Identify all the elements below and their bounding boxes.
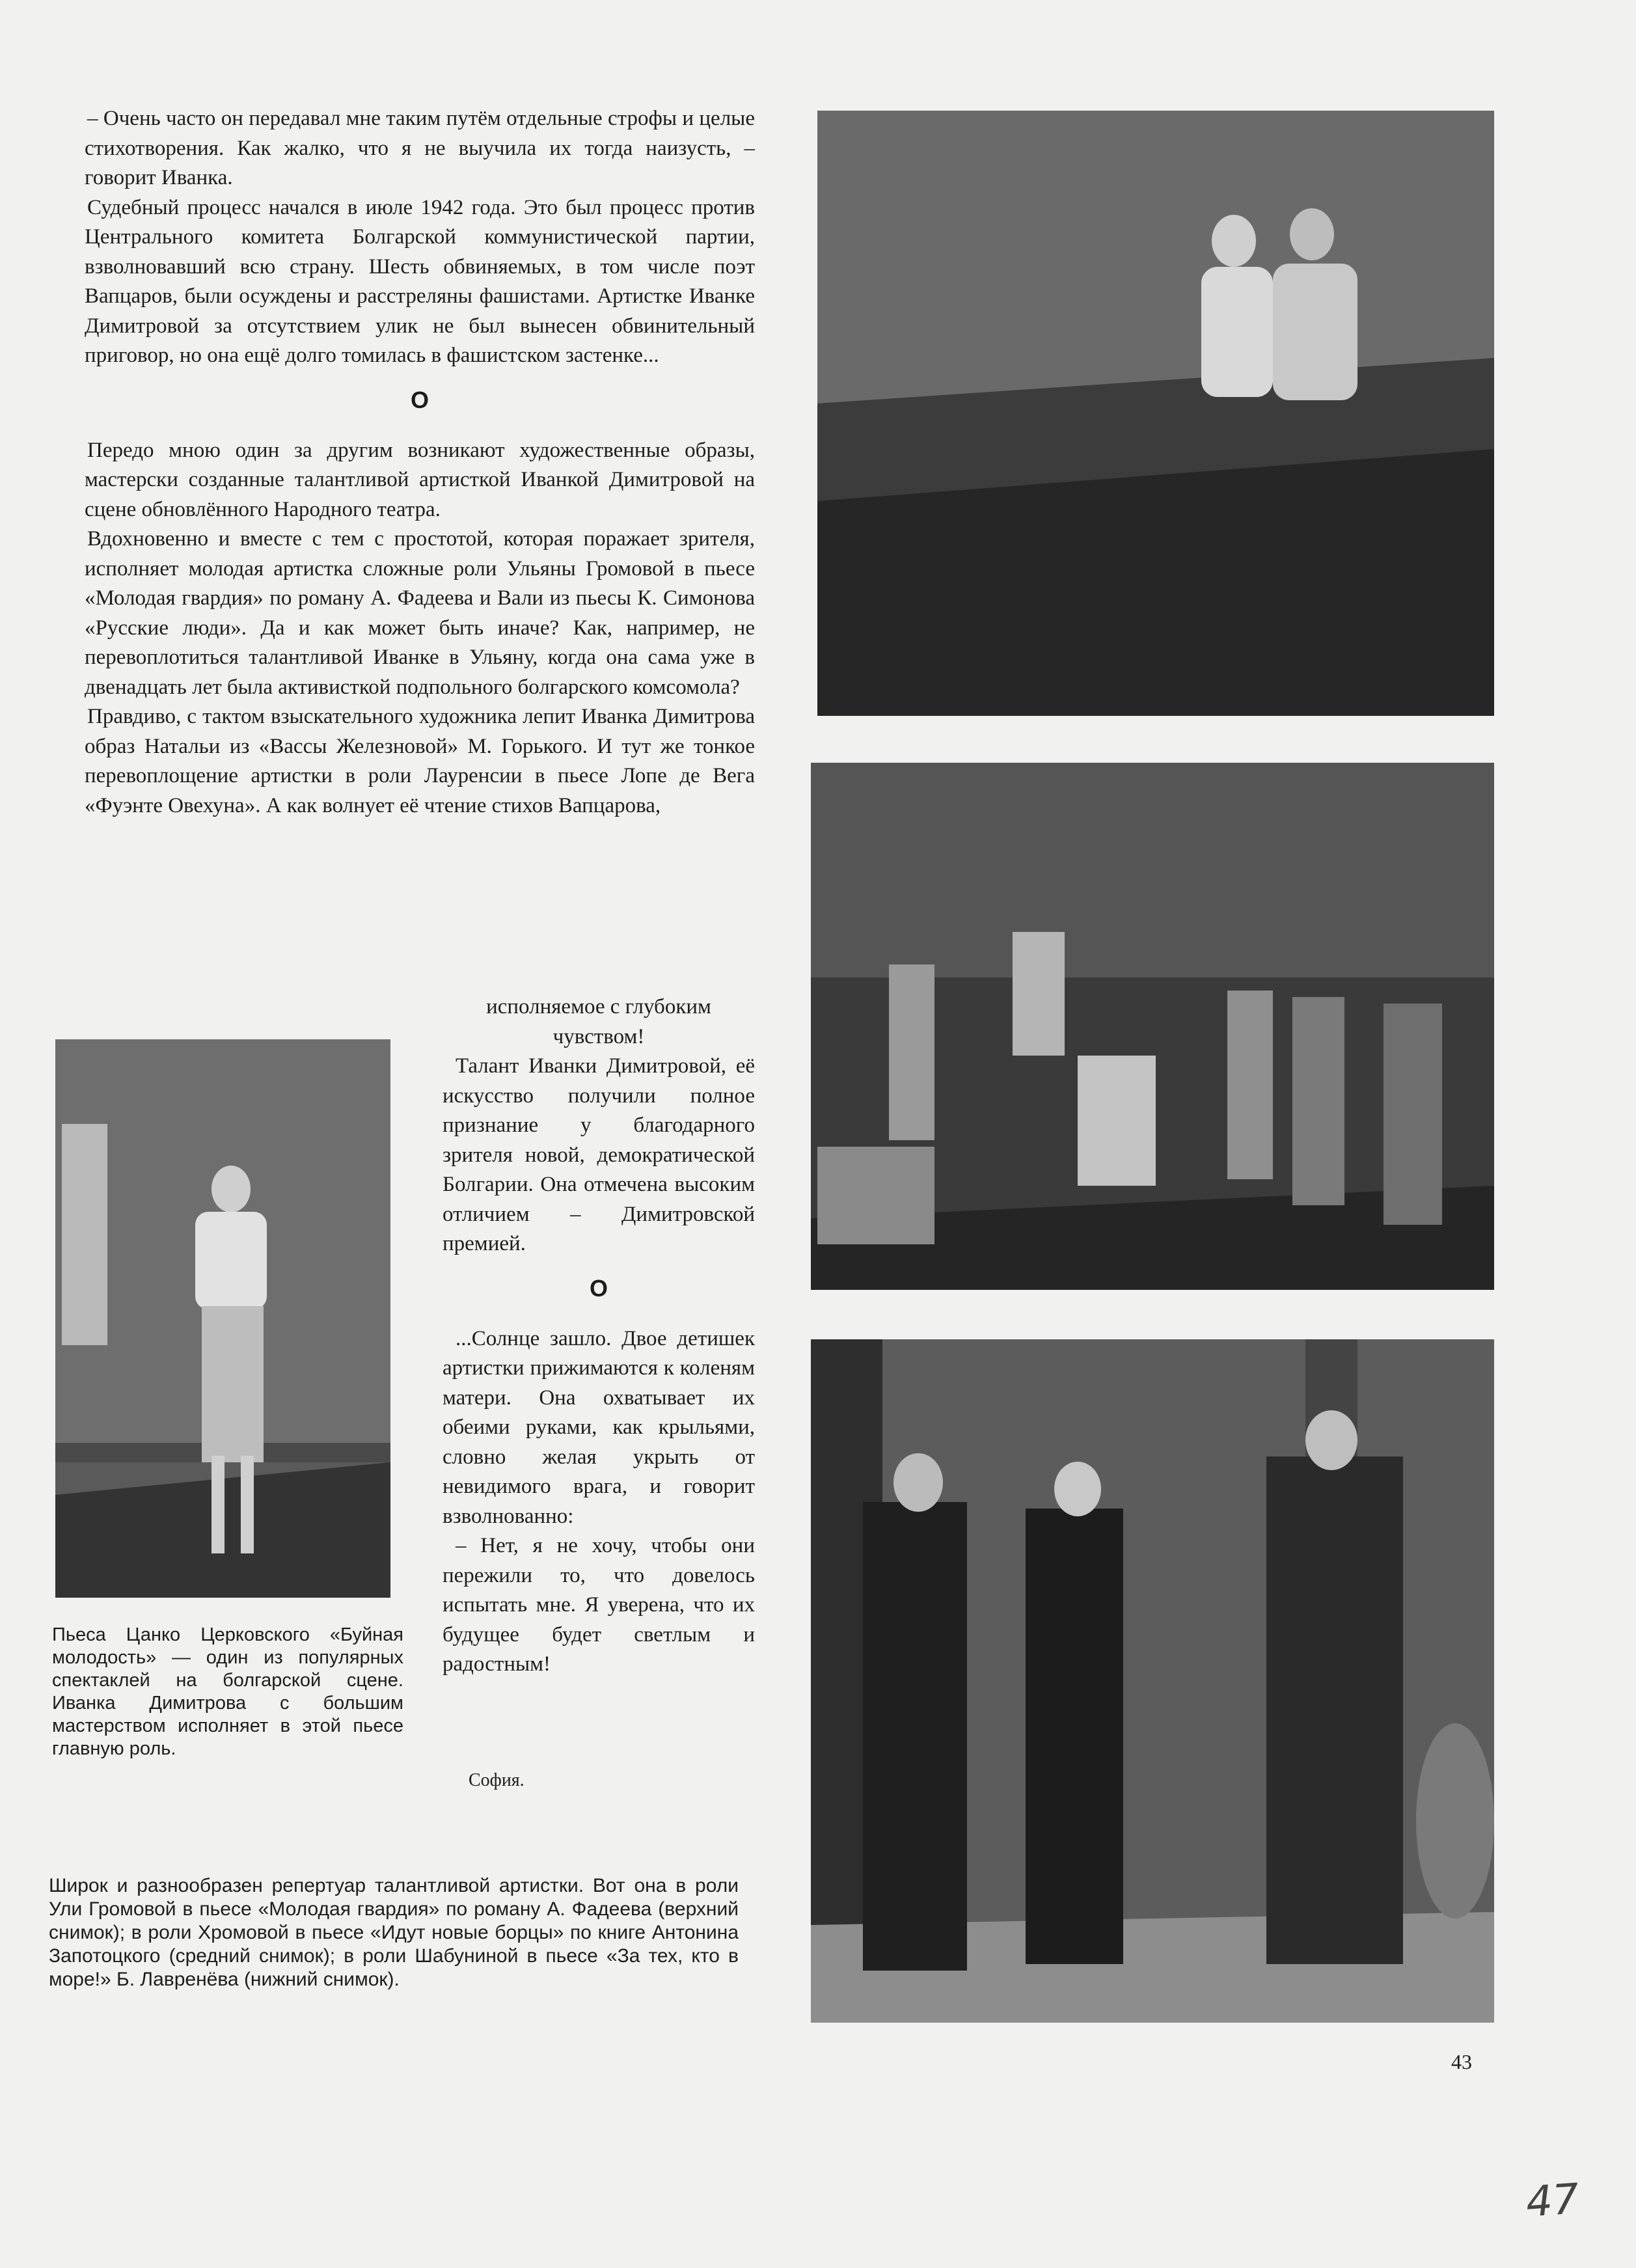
caption-small-photo: Пьеса Цанко Церковского «Буйная молодость» — один из популярных спектаклей на болгарской сцене. Иванка Димитрова с большим мастерством исполняет в этой пьесе главную роль. <box>52 1624 403 1759</box>
article-paragraph: – Очень часто он передавал мне таким путём отдельные строфы и целые стихотворения. Как жалко, что я не выучила их тогда наизусть, – говорит Иванка. <box>85 107 755 189</box>
article-paragraph: Правдиво, с тактом взыскательного художника лепит Иванка Димитрова образ Натальи из «Вассы Железновой» М. Горького. И тут же тонкое перевоплощение артистки в роли Лауренсии в пьесе Лопе де Вега «Фуэнте Овехуна». А как волнует её чтение стихов Вапцарова, <box>85 705 755 817</box>
photo-idut-novye-bortsy <box>811 763 1494 1290</box>
article-signature: София. <box>469 1770 525 1790</box>
article-paragraph: Судебный процесс начался в июле 1942 года. Это был процесс против Центрального комитета Болгарской коммунистической партии, взволновавший всю страну. Шесть обвиняемых, в том числе поэт Вапцаров, были осуждены и расстреляны фашистами. Артистке Иванке Димитровой за отсутствием улик не был вынесен обвинительный приговор, но она ещё долго томилась в фашистском застенке... <box>85 195 755 367</box>
article-paragraph: исполняемое с глубоким чувством! <box>486 995 711 1048</box>
section-divider: О <box>410 386 429 413</box>
photo-molodaya-gvardiya <box>817 111 1494 716</box>
photo-za-tekh-kto-v-more <box>811 1339 1494 2023</box>
article-paragraph: Талант Иванки Димитровой, её искусство получили полное признание у благодарного зрителя новой, демократической Болгарии. Она отмечена высоким отличием – Димитровской премией. <box>443 1054 755 1255</box>
article-wrap-column <box>443 992 755 1680</box>
article-paragraph: – Нет, я не хочу, чтобы они пережили то, что довелось испытать мне. Я уверена, что их будущее будет светлым и радостным! <box>443 1534 755 1676</box>
article-paragraph: Передо мною один за другим возникают художественные образы, мастерски созданные талантливой артисткой Иванкой Димитровой на сцене обновлённого Народного театра. <box>85 438 755 521</box>
section-divider: О <box>589 1274 608 1302</box>
article-paragraph: Вдохновенно и вместе с тем с простотой, которая поражает зрителя, исполняет молодая артистка сложные роли Ульяны Громовой в пьесе «Молодая гвардия» по роману А. Фадеева и Вали из пьесы К. Симонова «Русские люди». Да и как может быть иначе? Как, например, не перевоплотиться талантливой Иванке в Ульяну, когда она сама уже в двенадцать лет была активисткой подпольного болгарского комсомола? <box>85 527 755 699</box>
page-number: 43 <box>1451 2050 1472 2073</box>
photo-buinaya-molodost <box>55 1039 390 1598</box>
article-text-column <box>85 104 755 821</box>
handwritten-number: 47 <box>1524 2175 1581 2227</box>
article-paragraph: ...Солнце зашло. Двое детишек артистки прижимаются к коленям матери. Она охватывает их обеими руками, как крыльями, словно желая укрыть от невидимого врага, и говорит взволнованно: <box>443 1326 755 1528</box>
caption-bottom: Широк и разнообразен репертуар талантливой артистки. Вот она в роли Ули Громовой в пьесе «Молодая гвардия» по роману А. Фадеева (верхний снимок); в роли Хромовой в пьесе «Идут новые борцы» по книге Антонина Запотоцкого (средний снимок); в роли Шабуниной в пьесе «За тех, кто в море!» Б. Лавренёва (нижний снимок). <box>49 1875 739 1990</box>
